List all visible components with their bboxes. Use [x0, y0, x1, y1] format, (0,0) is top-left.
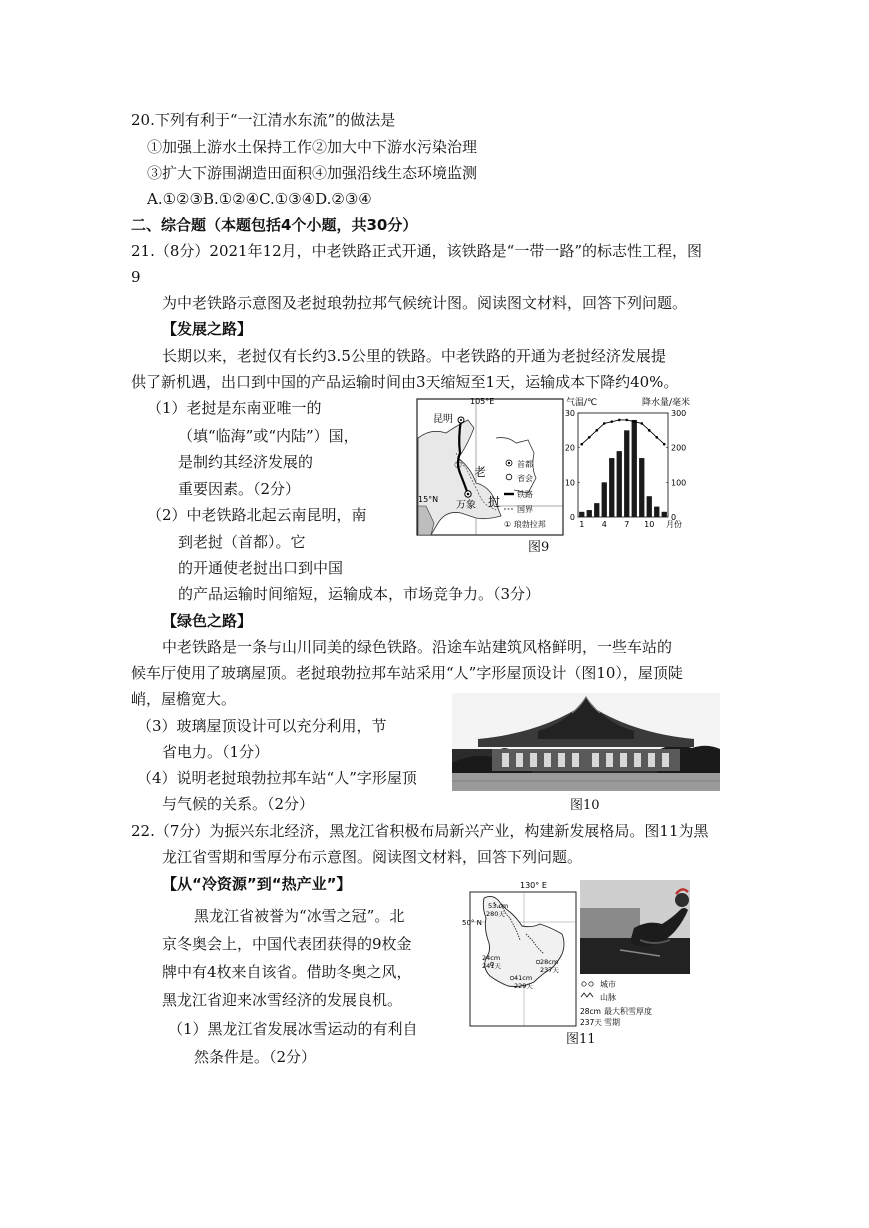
- pt4-days: 237天: [540, 966, 559, 974]
- temperature-point-11: [655, 436, 658, 439]
- legend-luang-prabang: ① 琅勃拉邦: [504, 520, 546, 529]
- q22-sub1-line1: （1）黑龙江省发展冰雪运动的有利自: [168, 1020, 418, 1038]
- q21-sub2-line3: 的开通使老挝出口到中国: [178, 559, 344, 577]
- q21-sub2-line2: 到老挝（首都）。它: [178, 533, 306, 551]
- temperature-point-5: [610, 420, 613, 423]
- q21-sub1-line2: （填“临海”或“内陆”）国，: [178, 427, 359, 445]
- q21-sub2-line1: （2）中老铁路北起云南昆明，南: [147, 506, 367, 524]
- precip-bar-10: [647, 496, 652, 517]
- development-paragraph-line1: 长期以来，老挝仅有长约3.5公里的铁路。中老铁路的开通为老挝经济发展提: [162, 347, 666, 365]
- precip-bar-3: [594, 503, 599, 517]
- x-unit-label: 月份: [666, 520, 682, 529]
- fig11-legend-depth: 最大积雪厚度: [604, 1007, 652, 1016]
- x-tick-7: 7: [624, 520, 630, 529]
- fig11-legend-city: 城市: [600, 980, 616, 989]
- legend-province: 省会: [517, 474, 533, 483]
- map-marker-luang-prabang: ①: [454, 461, 463, 471]
- q21-intro-line1-wrap: 9: [131, 268, 141, 286]
- temperature-point-6: [618, 419, 621, 422]
- green-paragraph-line3: 峭，屋檐宽大。: [131, 690, 237, 708]
- q22-intro-line1: 22.（7分）为振兴东北经济，黑龙江省积极布局新兴产业，构建新发展格局。图11为黑: [131, 822, 709, 840]
- pt1-depth: 53 cm: [488, 902, 509, 910]
- precip-bar-7: [624, 430, 629, 517]
- q21-sub1-line4: 重要因素。（2分）: [178, 480, 301, 498]
- heilongjiang-snow-map: [462, 878, 578, 1028]
- legend-railway: 铁路: [517, 490, 533, 499]
- development-paragraph-line2: 供了新机遇，出口到中国的产品运输时间由3天缩短至1天，运输成本下降约40%。: [131, 373, 679, 391]
- y-right-tick-2: 200: [671, 443, 687, 453]
- y-left-tick-0: 0: [569, 513, 575, 522]
- chart-ylabel-right: 降水量/毫米: [642, 398, 691, 408]
- figure-10-caption: 图10: [570, 798, 600, 813]
- fig11-legend-days: 雪期: [604, 1018, 620, 1027]
- q21-sub4-line1: （4）说明老挝琅勃拉邦车站“人”字形屋顶: [137, 769, 417, 787]
- temperature-point-8: [633, 420, 636, 423]
- map-label-latitude: 15°N: [418, 495, 439, 504]
- temperature-line: [582, 420, 665, 444]
- fig11-legend-mountain: 山脉: [600, 993, 616, 1002]
- x-tick-10: 10: [644, 520, 655, 529]
- section-title-green: 【绿色之路】: [162, 612, 253, 630]
- precip-bar-9: [639, 458, 644, 517]
- map-label-kunming: 昆明: [433, 414, 453, 425]
- y-left-tick-1: 10: [564, 478, 575, 488]
- precip-bar-11: [654, 507, 659, 517]
- q21-sub1-line1: （1）老挝是东南亚唯一的: [147, 399, 322, 417]
- section-heading: 二、综合题（本题包括4个小题，共30分）: [131, 216, 418, 234]
- pt2-days: 241天: [482, 962, 501, 970]
- temperature-point-9: [640, 422, 643, 425]
- pt3-days: 229天: [514, 982, 533, 990]
- precip-bar-5: [609, 458, 614, 517]
- map-label-wo: 挝: [488, 495, 501, 509]
- fig11-legend-example-days: 237天: [580, 1018, 602, 1027]
- y-left-tick-2: 20: [564, 443, 575, 453]
- legend-mountain-icon: [581, 993, 593, 997]
- q21-sub3-line1: （3）玻璃屋顶设计可以充分利用，节: [137, 717, 387, 735]
- section-title-cold-resource: 【从“冷资源”到“热产业”】: [162, 875, 352, 893]
- map11-longitude: 130° E: [520, 881, 547, 890]
- q20-options-line1: ①加强上游水土保持工作②加大中下游水污染治理: [147, 138, 478, 156]
- precip-bar-4: [602, 482, 607, 517]
- green-paragraph-line1: 中老铁路是一条与山川同美的绿色铁路。沿途车站建筑风格鲜明，一些车站的: [162, 638, 673, 656]
- q21-sub1-line3: 是制约其经济发展的: [178, 453, 314, 471]
- laos-railway-map: [416, 398, 564, 536]
- q21-sub4-line2: 与气候的关系。（2分）: [162, 795, 315, 813]
- luang-prabang-station-photo: [452, 693, 720, 791]
- chart-ylabel-left: 气温/℃: [566, 398, 598, 408]
- precip-bar-6: [617, 451, 622, 517]
- q22-paragraph-line3: 牌中有4枚来自该省。借助冬奥之风，: [162, 963, 412, 981]
- q21-intro-line2: 为中老铁路示意图及老挝琅勃拉邦气候统计图。阅读图文材料，回答下列问题。: [162, 294, 688, 312]
- q20-choices: A.①②③B.①②④C.①③④D.②③④: [147, 190, 372, 208]
- fig11-legend-example-depth: 28cm: [580, 1007, 601, 1016]
- legend-city-icon: [582, 982, 586, 986]
- figure-9-caption: 图9: [528, 540, 550, 555]
- q22-sub1-line2: 然条件是。（2分）: [194, 1048, 317, 1066]
- fig11-legend: [580, 978, 690, 1038]
- green-paragraph-line2: 候车厅使用了玻璃屋顶。老挝琅勃拉邦车站采用“人”字形屋顶设计（图10），屋顶陡: [131, 664, 683, 682]
- temperature-point-1: [580, 443, 583, 446]
- q21-sub2-line4: 的产品运输时间缩短，运输成本，市场竞争力。（3分）: [178, 585, 541, 603]
- figure-11-caption: 图11: [566, 1032, 596, 1047]
- q20-options-line2: ③扩大下游围湖造田面积④加强沿线生态环境监测: [147, 164, 478, 182]
- pt2-depth: 24cm: [482, 954, 501, 962]
- precip-bar-1: [579, 512, 584, 517]
- x-tick-1: 1: [579, 520, 585, 529]
- y-left-tick-3: 30: [564, 409, 575, 418]
- pt3-depth: 41cm: [514, 974, 533, 982]
- temperature-point-4: [603, 422, 606, 425]
- q21-sub3-line2: 省电力。（1分）: [162, 743, 270, 761]
- q21-intro-line1: 21.（8分）2021年12月，中老铁路正式开通，该铁路是“一带一路”的标志性工程，图: [131, 242, 702, 260]
- temperature-point-7: [625, 419, 628, 422]
- legend-province-icon: [506, 474, 512, 480]
- q22-paragraph-line4: 黑龙江省迎来冰雪经济的发展良机。: [162, 991, 403, 1009]
- section-title-development: 【发展之路】: [162, 320, 253, 338]
- temperature-point-10: [648, 429, 651, 432]
- q20-stem: 20.下列有利于“一江清水东流”的做法是: [131, 111, 396, 129]
- map-label-lao: 老: [474, 465, 487, 479]
- map11-latitude: 50° N: [462, 919, 482, 927]
- luang-prabang-climate-chart: [562, 393, 704, 533]
- y-right-tick-3: 300: [671, 409, 687, 418]
- q22-paragraph-line1: 黑龙江省被誉为“冰雪之冠”。北: [194, 907, 405, 925]
- map-label-longitude: 105°E: [470, 398, 495, 406]
- pt1-days: 280天: [486, 910, 505, 918]
- map-label-vientiane: 万象: [456, 500, 476, 511]
- temperature-point-2: [588, 436, 591, 439]
- precip-bar-2: [587, 510, 592, 517]
- legend-border: 国界: [517, 505, 533, 514]
- y-right-tick-0: 0: [671, 513, 677, 522]
- x-tick-4: 4: [601, 520, 607, 529]
- chart-frame: [578, 413, 668, 517]
- temperature-point-12: [663, 443, 666, 446]
- temperature-point-3: [595, 429, 598, 432]
- q22-paragraph-line2: 京冬奥会上，中国代表团获得的9枚金: [162, 935, 412, 953]
- chart-plot-area: [565, 409, 686, 529]
- pt4-depth: 28cm: [540, 958, 559, 966]
- y-right-tick-1: 100: [671, 478, 687, 488]
- legend-capital: 首都: [517, 460, 533, 469]
- precip-bar-12: [662, 512, 667, 517]
- speed-skater-photo: [580, 880, 690, 974]
- q22-intro-line2: 龙江省雪期和雪厚分布示意图。阅读图文材料，回答下列问题。: [162, 848, 583, 866]
- precip-bar-8: [632, 420, 637, 517]
